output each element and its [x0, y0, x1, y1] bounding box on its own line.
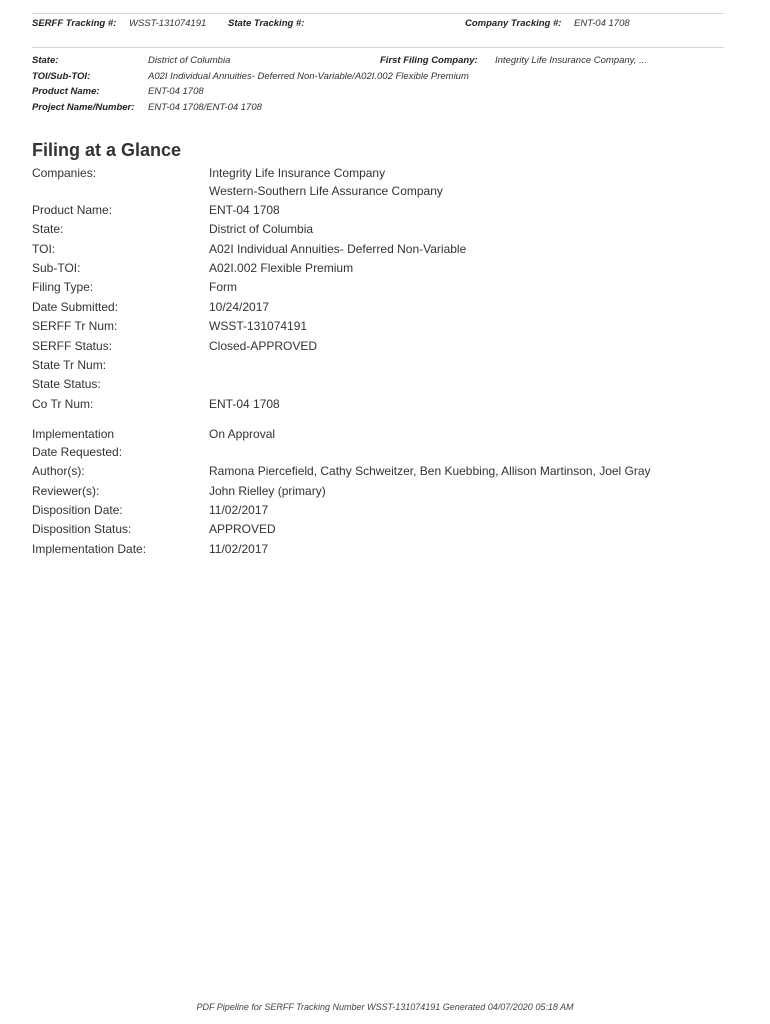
- field-value: 10/24/2017: [209, 300, 270, 314]
- field-label: Implementation: [32, 427, 115, 441]
- top-rule: [32, 13, 724, 14]
- field-value: Western-Southern Life Assurance Company: [209, 184, 443, 198]
- field-value: Integrity Life Insurance Company: [209, 166, 386, 180]
- field-label: Author(s):: [32, 464, 85, 478]
- project-name-label: Project Name/Number:: [32, 102, 135, 113]
- field-value: John Rielley (primary): [209, 484, 326, 498]
- field-label: SERFF Status:: [32, 339, 113, 353]
- company-tracking-value: ENT-04 1708: [574, 18, 630, 29]
- field-label: Date Submitted:: [32, 300, 119, 314]
- product-name-label: Product Name:: [32, 86, 100, 97]
- field-label: Filing Type:: [32, 280, 94, 294]
- field-label: SERFF Tr Num:: [32, 319, 118, 333]
- field-value: Closed-APPROVED: [209, 339, 318, 353]
- field-label: Reviewer(s):: [32, 484, 100, 498]
- field-label: State Tr Num:: [32, 358, 107, 372]
- serff-tracking-value: WSST-131074191: [129, 18, 207, 29]
- product-name-value: ENT-04 1708: [148, 86, 204, 97]
- toi-subtoi-label: TOI/Sub-TOI:: [32, 71, 91, 82]
- field-label: Implementation Date:: [32, 542, 147, 556]
- field-value: A02I.002 Flexible Premium: [209, 261, 354, 275]
- field-label: Disposition Date:: [32, 503, 123, 517]
- field-label: Product Name:: [32, 203, 113, 217]
- serff-tracking-label: SERFF Tracking #:: [32, 18, 117, 29]
- first-filing-company-value: Integrity Life Insurance Company, ...: [495, 55, 647, 66]
- field-value: District of Columbia: [209, 222, 314, 236]
- company-tracking-label: Company Tracking #:: [465, 18, 562, 29]
- field-value: 11/02/2017: [209, 503, 269, 517]
- field-value: Ramona Piercefield, Cathy Schweitzer, Ben Kuebbing, Allison Martinson, Joel Gray: [209, 464, 651, 478]
- field-label: Disposition Status:: [32, 522, 132, 536]
- page-footer: PDF Pipeline for SERFF Tracking Number WSST-131074191 Generated 04/07/2020 05:18 AM: [196, 1002, 574, 1012]
- state-tracking-label: State Tracking #:: [228, 18, 305, 29]
- field-value: Form: [209, 280, 237, 294]
- field-label: Sub-TOI:: [32, 261, 81, 275]
- field-label: State Status:: [32, 377, 101, 391]
- field-value: ENT-04 1708: [209, 203, 280, 217]
- field-value: ENT-04 1708: [209, 397, 280, 411]
- project-name-value: ENT-04 1708/ENT-04 1708: [148, 102, 262, 113]
- info-state-label: State:: [32, 55, 59, 66]
- field-value: APPROVED: [209, 522, 276, 536]
- field-value: WSST-131074191: [209, 319, 308, 333]
- field-label: Date Requested:: [32, 445, 123, 459]
- first-filing-company-label: First Filing Company:: [380, 55, 478, 66]
- field-value: A02I Individual Annuities- Deferred Non-Variable: [209, 242, 467, 256]
- info-state-value: District of Columbia: [148, 55, 231, 66]
- toi-subtoi-value: A02I Individual Annuities- Deferred Non-Variable/A02I.002 Flexible Premium: [148, 71, 469, 82]
- field-label: State:: [32, 222, 64, 236]
- header-rule: [32, 47, 724, 48]
- field-label: Companies:: [32, 166, 97, 180]
- field-value: 11/02/2017: [209, 542, 269, 556]
- field-value: On Approval: [209, 427, 276, 441]
- field-label: TOI:: [32, 242, 56, 256]
- field-label: Co Tr Num:: [32, 397, 94, 411]
- page-title: Filing at a Glance: [32, 140, 182, 160]
